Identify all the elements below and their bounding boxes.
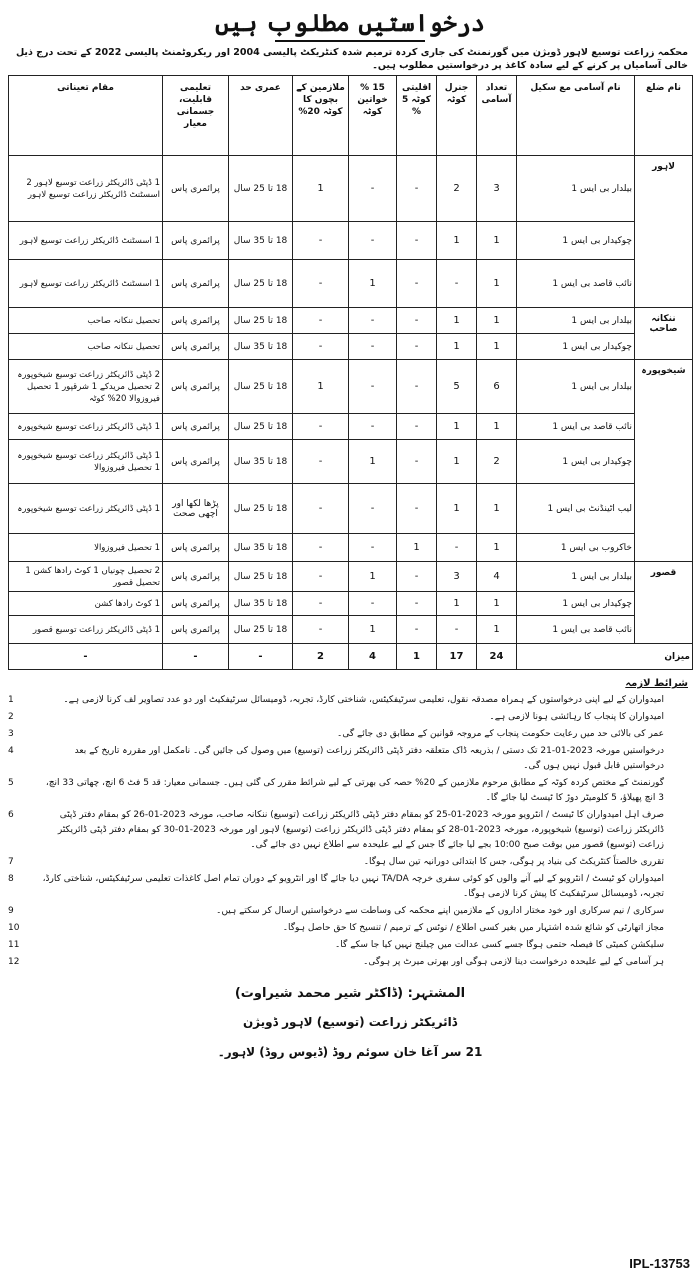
- children-cell: -: [293, 222, 349, 260]
- general-cell: 5: [437, 360, 477, 414]
- total-cell: 1: [477, 222, 517, 260]
- women-cell: 1: [349, 616, 397, 644]
- age-cell: 18 تا 25 سال: [229, 260, 293, 308]
- place-cell: 1 ڈپٹی ڈائریکٹر زراعت توسیع لاہور 2 اسسٹنٹ ڈائریکٹر زراعت توسیع لاہور: [9, 156, 163, 222]
- qualification-cell: پرائمری پاس: [163, 308, 229, 334]
- age-cell: 18 تا 25 سال: [229, 156, 293, 222]
- condition-item: [8, 872, 692, 902]
- advertiser-title: ڈائریکٹر زراعت (توسیع) لاہور ڈویژن: [242, 1015, 458, 1029]
- general-cell: 1: [437, 440, 477, 484]
- place-cell: 1 اسسٹنٹ ڈائریکٹر زراعت توسیع لاہور: [9, 222, 163, 260]
- district-cell: لاہور: [635, 156, 693, 308]
- children-cell: -: [293, 592, 349, 616]
- total-age-cell: -: [229, 644, 293, 670]
- minority-cell: -: [397, 562, 437, 592]
- minority-cell: -: [397, 156, 437, 222]
- age-cell: 18 تا 35 سال: [229, 222, 293, 260]
- total-general-cell: 17: [437, 644, 477, 670]
- place-cell: 1 ڈپٹی ڈائریکٹر زراعت توسیع قصور: [9, 616, 163, 644]
- condition-text: امیدواران کو ٹیسٹ / انٹرویو کے لیے آنے والوں کو کوئی سفری خرچہ TA/DA نہیں دیا جائے گا اور انٹرویو کے دوران تمام اصل کاغذات تعلیمی سرٹیفکیٹس، شناختی کارڈ، تجربہ، ڈومیسائل سرٹیفکیٹ کا پیش کرنا لازمی ہوگا۔: [42, 874, 664, 899]
- women-cell: -: [349, 534, 397, 562]
- condition-number: 12: [8, 957, 20, 967]
- qualification-cell: پرائمری پاس: [163, 534, 229, 562]
- col-age-header: عمری حد: [229, 76, 293, 156]
- col-place-header: مقام تعیناتی: [9, 76, 163, 156]
- total-qual-cell: -: [163, 644, 229, 670]
- women-cell: -: [349, 308, 397, 334]
- age-cell: 18 تا 25 سال: [229, 562, 293, 592]
- table-row: [9, 534, 693, 562]
- condition-number: 2: [8, 712, 14, 722]
- table-row: [9, 592, 693, 616]
- condition-item: [8, 955, 692, 970]
- col-minority-header: اقلیتی کوٹہ 5 %: [397, 76, 437, 156]
- general-cell: 1: [437, 414, 477, 440]
- qualification-cell: پرائمری پاس: [163, 334, 229, 360]
- children-cell: -: [293, 534, 349, 562]
- table-row: [9, 616, 693, 644]
- age-cell: 18 تا 35 سال: [229, 534, 293, 562]
- signature-block: [8, 984, 692, 1062]
- condition-item: [8, 855, 692, 870]
- total-row: [9, 644, 693, 670]
- table-row: [9, 562, 693, 592]
- table-row: [9, 334, 693, 360]
- ipl-code: IPL-13753: [629, 1256, 690, 1271]
- women-cell: 1: [349, 260, 397, 308]
- age-cell: 18 تا 25 سال: [229, 414, 293, 440]
- condition-item: [8, 744, 692, 774]
- advertisement-page: [8, 6, 692, 1062]
- condition-item: [8, 710, 692, 725]
- minority-cell: -: [397, 616, 437, 644]
- condition-number: 4: [8, 746, 14, 756]
- table-row: [9, 222, 693, 260]
- page-title: درخواستیں مطلوب ہیں: [215, 8, 485, 37]
- condition-text: مجاز اتھارٹی کو شائع شدہ اشتہار میں بغیر کسی اطلاع / نوٹس کے ترمیم / تنسیخ کا حق حاصل ہوگا۔: [282, 923, 664, 933]
- place-cell: 1 اسسٹنٹ ڈائریکٹر زراعت توسیع لاہور: [9, 260, 163, 308]
- col-total-header: تعداد آسامی: [477, 76, 517, 156]
- title-underline: [275, 40, 425, 42]
- children-cell: -: [293, 484, 349, 534]
- post-cell: بیلدار بی ایس 1: [517, 562, 635, 592]
- total-place-cell: -: [9, 644, 163, 670]
- condition-item: [8, 776, 692, 806]
- district-cell: شیخوپورہ: [635, 360, 693, 562]
- minority-cell: 1: [397, 534, 437, 562]
- post-cell: نائب قاصد بی ایس 1: [517, 260, 635, 308]
- condition-text: سرکاری / نیم سرکاری اور خود مختار اداروں کے ملازمین اپنے محکمہ کی وساطت سے درخواستیں ارسال کر سکتے ہیں۔: [216, 906, 664, 916]
- total-cell: 2: [477, 440, 517, 484]
- minority-cell: -: [397, 222, 437, 260]
- post-cell: بیلدار بی ایس 1: [517, 360, 635, 414]
- minority-cell: -: [397, 484, 437, 534]
- women-cell: 1: [349, 562, 397, 592]
- total-cell: 3: [477, 156, 517, 222]
- children-cell: -: [293, 616, 349, 644]
- condition-item: [8, 808, 692, 853]
- table-row: [9, 360, 693, 414]
- post-cell: نائب قاصد بی ایس 1: [517, 414, 635, 440]
- post-cell: چوکیدار بی ایس 1: [517, 334, 635, 360]
- district-cell: ننکانہ صاحب: [635, 308, 693, 360]
- post-cell: نائب قاصد بی ایس 1: [517, 616, 635, 644]
- total-total-cell: 24: [477, 644, 517, 670]
- place-cell: 1 ڈپٹی ڈائریکٹر زراعت توسیع شیخوپورہ 1 تحصیل فیروزوالا: [9, 440, 163, 484]
- condition-text: صرف اہل امیدواران کا ٹیسٹ / انٹرویو مورخہ 2023-01-25 کو بمقام دفتر ڈپٹی ڈائریکٹر زراعت (توسیع) ننکانہ صاحب، مورخہ 2023-01-26 کو بمقام دفتر ڈپٹی ڈائریکٹر زراعت (توسیع) شیخوپورہ، مورخہ 2023-01-28 کو بمقام دفتر ڈپٹی ڈائریکٹر زراعت (توسیع) لاہور اور مورخہ 2023-01-30 کو بمقام دفتر ڈپٹی ڈائریکٹر زراعت (توسیع) قصور میں بوقت صبح 10:00 بجے لیا جائے گا جس کے لیے علیحدہ سے اطلاع نہیں دی جائے گی۔: [57, 810, 664, 850]
- condition-number: 6: [8, 810, 14, 820]
- minority-cell: -: [397, 308, 437, 334]
- post-cell: چوکیدار بی ایس 1: [517, 592, 635, 616]
- intro-text: محکمہ زراعت توسیع لاہور ڈویژن میں گورنمنٹ کی جاری کردہ ترمیم شدہ کنٹریکٹ پالیسی 2004 اور ریکروٹمنٹ پالیسی 2022 کے تحت درج ذیل خالی آسامیاں پر کرنے کے لیے سادہ کاغذ پر درخواستیں مطلوب ہیں۔: [15, 47, 688, 71]
- general-cell: -: [437, 616, 477, 644]
- general-cell: 2: [437, 156, 477, 222]
- children-cell: 1: [293, 360, 349, 414]
- table-row: [9, 484, 693, 534]
- general-cell: 1: [437, 308, 477, 334]
- table-header-row: [9, 76, 693, 156]
- total-cell: 4: [477, 562, 517, 592]
- total-children-cell: 2: [293, 644, 349, 670]
- place-cell: 1 ڈپٹی ڈائریکٹر زراعت توسیع شیخوپورہ: [9, 484, 163, 534]
- age-cell: 18 تا 35 سال: [229, 440, 293, 484]
- condition-item: [8, 938, 692, 953]
- condition-number: 11: [8, 940, 20, 950]
- condition-number: 7: [8, 857, 14, 867]
- total-cell: 1: [477, 534, 517, 562]
- col-qualification-header: تعلیمی قابلیت، جسمانی معیار: [163, 76, 229, 156]
- table-row: [9, 308, 693, 334]
- general-cell: -: [437, 534, 477, 562]
- condition-number: 5: [8, 778, 14, 788]
- condition-text: امیدواران کا پنجاب کا رہائشی ہونا لازمی ہے۔: [489, 712, 664, 722]
- place-cell: 2 تحصیل چونیاں 1 کوٹ رادھا کشن 1 تحصیل قصور: [9, 562, 163, 592]
- post-cell: چوکیدار بی ایس 1: [517, 440, 635, 484]
- total-label: میزان: [517, 644, 693, 670]
- age-cell: 18 تا 35 سال: [229, 592, 293, 616]
- age-cell: 18 تا 35 سال: [229, 334, 293, 360]
- women-cell: -: [349, 414, 397, 440]
- condition-text: عمر کی بالائی حد میں رعایت حکومت پنجاب کے مروجہ قوانین کے مطابق دی جائے گی۔: [337, 729, 664, 739]
- advertiser-address: 21 سر آغا خان سوئم روڈ (ڈیوس روڈ) لاہور۔: [217, 1045, 483, 1059]
- total-minority-cell: 1: [397, 644, 437, 670]
- qualification-cell: پرائمری پاس: [163, 360, 229, 414]
- minority-cell: -: [397, 260, 437, 308]
- condition-text: امیدواران کے لیے اپنی درخواستوں کے ہمراہ مصدقہ نقول، تعلیمی سرٹیفکیٹس، شناختی کارڈ، تجربہ، ڈومیسائل سرٹیفکیٹ اور دو عدد تصاویر لف کرنا لازمی ہے۔: [63, 695, 664, 705]
- condition-item: [8, 727, 692, 742]
- minority-cell: -: [397, 414, 437, 440]
- general-cell: 3: [437, 562, 477, 592]
- age-cell: 18 تا 25 سال: [229, 308, 293, 334]
- col-general-header: جنرل کوٹہ: [437, 76, 477, 156]
- total-cell: 1: [477, 260, 517, 308]
- table-row: [9, 156, 693, 222]
- col-post-header: نام آسامی مع سکیل: [517, 76, 635, 156]
- women-cell: -: [349, 484, 397, 534]
- age-cell: 18 تا 25 سال: [229, 616, 293, 644]
- qualification-cell: پرائمری پاس: [163, 156, 229, 222]
- condition-text: گورنمنٹ کے مختص کردہ کوٹہ کے مطابق مرحوم ملازمین کے 20% حصہ کی بھرتی کے لیے شرائط مقرر کی گئی ہیں۔ جسمانی معیار: قد 5 فٹ 6 انچ، چھاتی 33 انچ، 3 انچ پھیلاؤ، 5 کلومیٹر دوڑ کا ٹیسٹ لیا جائے گا۔: [45, 778, 664, 803]
- vacancies-table: [8, 75, 693, 670]
- condition-text: ہر آسامی کے لیے علیحدہ درخواست دینا لازمی ہوگی اور بھرتی میرٹ پر ہوگی۔: [363, 957, 664, 967]
- post-cell: خاکروب بی ایس 1: [517, 534, 635, 562]
- general-cell: 1: [437, 484, 477, 534]
- col-district-header: نام ضلع: [635, 76, 693, 156]
- post-cell: چوکیدار بی ایس 1: [517, 222, 635, 260]
- condition-text: سلیکشن کمیٹی کا فیصلہ حتمی ہوگا جسے کسی عدالت میں چیلنج نہیں کیا جا سکے گا۔: [335, 940, 664, 950]
- place-cell: 1 تحصیل فیروزوالا: [9, 534, 163, 562]
- general-cell: 1: [437, 334, 477, 360]
- qualification-cell: پرائمری پاس: [163, 592, 229, 616]
- qualification-cell: پرائمری پاس: [163, 222, 229, 260]
- total-cell: 1: [477, 484, 517, 534]
- women-cell: -: [349, 334, 397, 360]
- qualification-cell: پرائمری پاس: [163, 260, 229, 308]
- women-cell: 1: [349, 440, 397, 484]
- col-women-header: 15 % خواتین کوٹہ: [349, 76, 397, 156]
- condition-number: 1: [8, 695, 14, 705]
- children-cell: -: [293, 414, 349, 440]
- condition-number: 9: [8, 906, 14, 916]
- total-cell: 1: [477, 616, 517, 644]
- advertiser-name: المشتہر: (ڈاکٹر شیر محمد شیراوت): [234, 986, 466, 1001]
- total-cell: 1: [477, 308, 517, 334]
- table-row: [9, 440, 693, 484]
- post-cell: بیلدار بی ایس 1: [517, 156, 635, 222]
- children-cell: -: [293, 440, 349, 484]
- qualification-cell: پرائمری پاس: [163, 562, 229, 592]
- general-cell: 1: [437, 222, 477, 260]
- total-cell: 6: [477, 360, 517, 414]
- condition-text: تقرری خالصتاً کنٹریکٹ کی بنیاد پر ہوگی، جس کا ابتدائی دورانیہ تین سال ہوگا۔: [363, 857, 664, 867]
- qualification-cell: پڑھا لکھا اور اچھی صحت: [163, 484, 229, 534]
- col-children-header: ملازمین کے بچوں کا کوٹہ 20%: [293, 76, 349, 156]
- conditions-list: [8, 693, 692, 970]
- post-cell: بیلدار بی ایس 1: [517, 308, 635, 334]
- table-row: [9, 414, 693, 440]
- children-cell: -: [293, 334, 349, 360]
- women-cell: -: [349, 360, 397, 414]
- table-body: [9, 156, 693, 670]
- conditions-title: شرائط لازمہ: [625, 678, 688, 689]
- qualification-cell: پرائمری پاس: [163, 440, 229, 484]
- place-cell: 2 ڈپٹی ڈائریکٹر زراعت توسیع شیخوپورہ 2 تحصیل مریدکے 1 شرقپور 1 تحصیل فیروزوالا 20% کوٹہ: [9, 360, 163, 414]
- total-cell: 1: [477, 592, 517, 616]
- qualification-cell: پرائمری پاس: [163, 616, 229, 644]
- minority-cell: -: [397, 334, 437, 360]
- women-cell: -: [349, 592, 397, 616]
- minority-cell: -: [397, 360, 437, 414]
- general-cell: -: [437, 260, 477, 308]
- women-cell: -: [349, 156, 397, 222]
- general-cell: 1: [437, 592, 477, 616]
- qualification-cell: پرائمری پاس: [163, 414, 229, 440]
- place-cell: تحصیل ننکانہ صاحب: [9, 334, 163, 360]
- children-cell: 1: [293, 156, 349, 222]
- age-cell: 18 تا 25 سال: [229, 484, 293, 534]
- condition-item: [8, 693, 692, 708]
- condition-item: [8, 904, 692, 919]
- minority-cell: -: [397, 592, 437, 616]
- total-women-cell: 4: [349, 644, 397, 670]
- total-cell: 1: [477, 414, 517, 440]
- place-cell: 1 کوٹ رادھا کشن: [9, 592, 163, 616]
- minority-cell: -: [397, 440, 437, 484]
- age-cell: 18 تا 25 سال: [229, 360, 293, 414]
- condition-number: 3: [8, 729, 14, 739]
- place-cell: تحصیل ننکانہ صاحب: [9, 308, 163, 334]
- total-cell: 1: [477, 334, 517, 360]
- condition-number: 8: [8, 874, 14, 884]
- women-cell: -: [349, 222, 397, 260]
- place-cell: 1 ڈپٹی ڈائریکٹر زراعت توسیع شیخوپورہ: [9, 414, 163, 440]
- conditions-section: [8, 676, 692, 970]
- post-cell: لیب اٹینڈنٹ بی ایس 1: [517, 484, 635, 534]
- district-cell: قصور: [635, 562, 693, 644]
- children-cell: -: [293, 260, 349, 308]
- condition-item: [8, 921, 692, 936]
- condition-number: 10: [8, 923, 20, 933]
- table-row: [9, 260, 693, 308]
- condition-text: درخواستیں مورخہ 2023-01-21 تک دستی / بذریعہ ڈاک متعلقہ دفتر ڈپٹی ڈائریکٹر زراعت (توسیع) میں وصول کی جائیں گی۔ نامکمل اور مقررہ تاریخ کے بعد درخواستیں قابل قبول نہیں ہوں گی۔: [74, 746, 664, 771]
- children-cell: -: [293, 308, 349, 334]
- children-cell: -: [293, 562, 349, 592]
